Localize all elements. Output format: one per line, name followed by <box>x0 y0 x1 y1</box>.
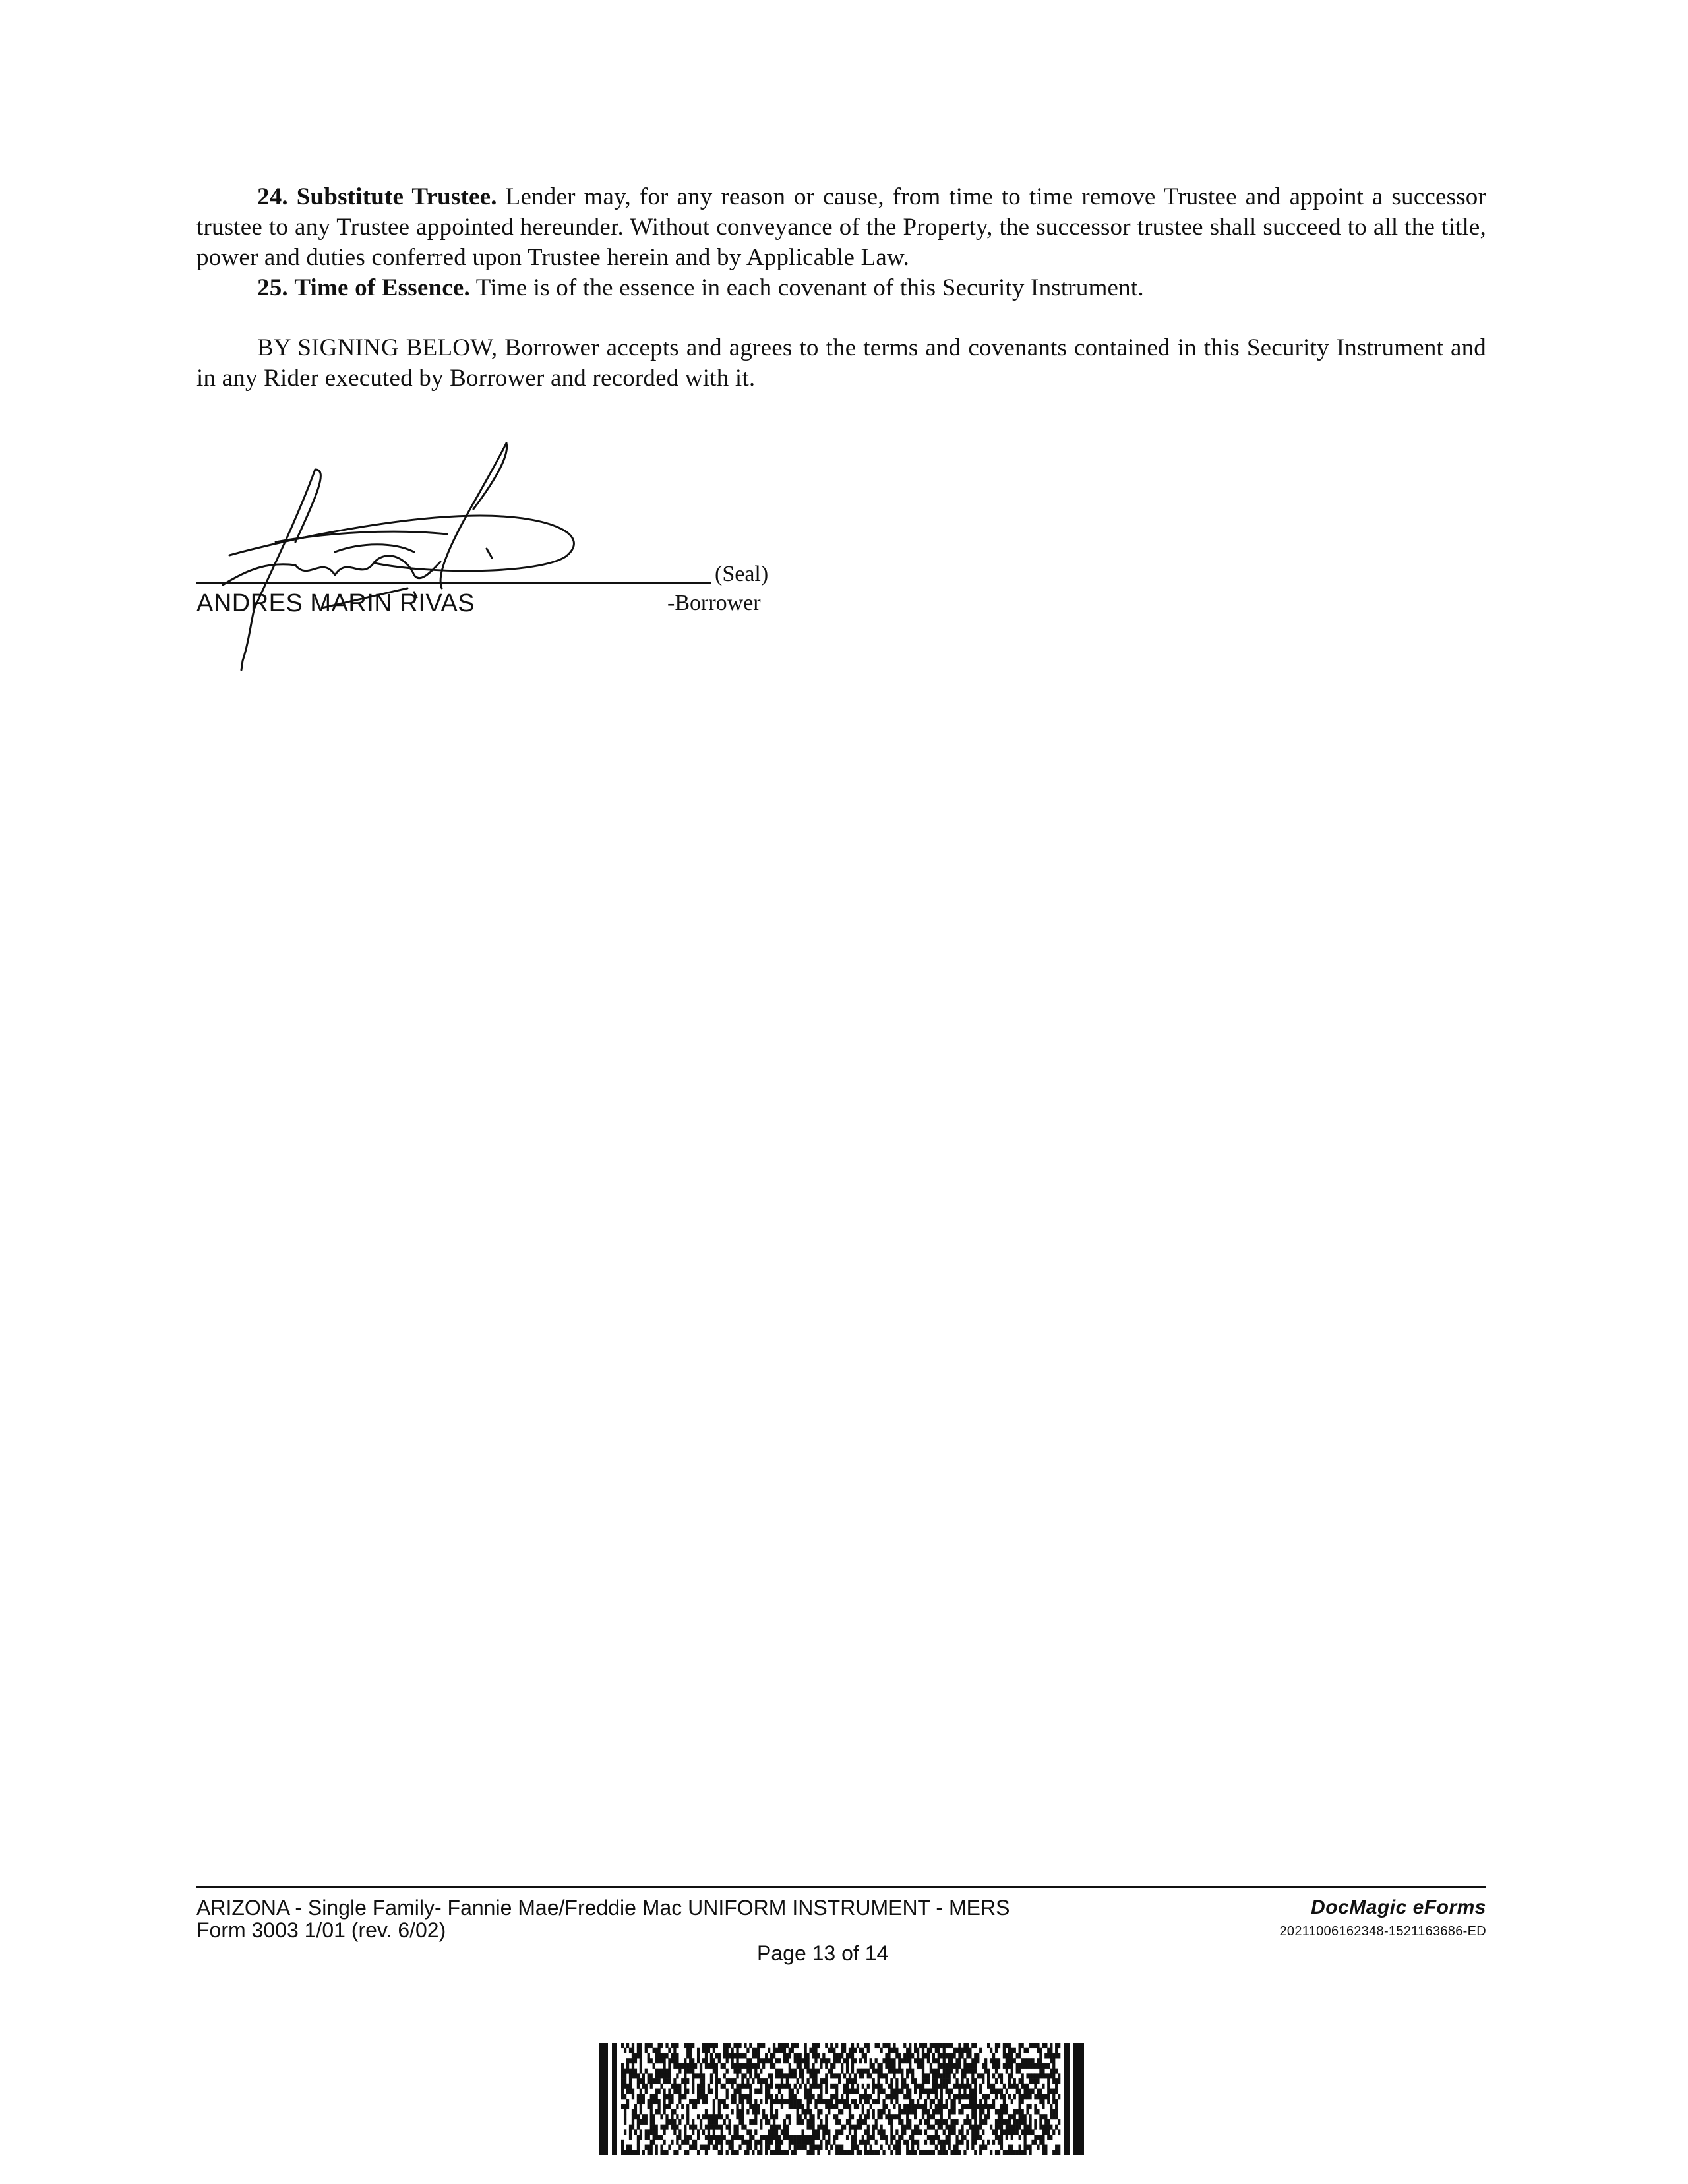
document-body <box>196 182 1486 394</box>
vendor-info <box>1280 1896 1487 1939</box>
footer-rule <box>196 1886 1486 1888</box>
paragraph-25-text: Time is of the essence in each covenant of this Security Instrument. <box>475 274 1144 301</box>
form-number: Form 3003 1/01 (rev. 6/02) <box>196 1918 446 1942</box>
paragraph-25-number: 25. <box>257 274 288 301</box>
paragraph-24 <box>196 182 1486 273</box>
document-id: 20211006162348-1521163686-ED <box>1279 1924 1486 1939</box>
barcode-icon <box>599 2043 1084 2155</box>
paragraph-24-number: 24. <box>257 183 288 210</box>
signature-line <box>196 582 711 584</box>
form-title: ARIZONA - Single Family- Fannie Mae/Freddie Mac UNIFORM INSTRUMENT - MERS <box>196 1896 1010 1920</box>
paragraph-25 <box>196 273 1486 303</box>
borrower-role: -Borrower <box>667 591 761 615</box>
signing-statement: BY SIGNING BELOW, Borrower accepts and agrees to the terms and covenants contained in this Security Instrument and in any Rider executed by Borrower and recorded with it. <box>196 334 1486 392</box>
form-info <box>196 1896 1010 1941</box>
signature-block <box>196 443 790 681</box>
paragraph-25-heading: Time of Essence. <box>294 274 470 301</box>
vendor-brand: DocMagic eForms <box>1311 1896 1486 1918</box>
handwritten-signature <box>196 443 790 681</box>
paragraph-24-heading: Substitute Trustee. <box>296 183 497 210</box>
seal-label: (Seal) <box>715 562 769 586</box>
borrower-name: ANDRES MARIN RIVAS <box>196 590 475 617</box>
page-number: Page 13 of 14 <box>757 1941 889 1965</box>
page-footer <box>196 1886 1486 1972</box>
paragraph-24-text: Lender may, for any reason or cause, from time to time remove Trustee and appoint a successor trustee to any Trustee appointed hereunder. Without conveyance of the Property, the successor trustee shall succeed to all the title, power and duties conferred upon Trustee herein and by Applicable Law. <box>196 183 1487 271</box>
